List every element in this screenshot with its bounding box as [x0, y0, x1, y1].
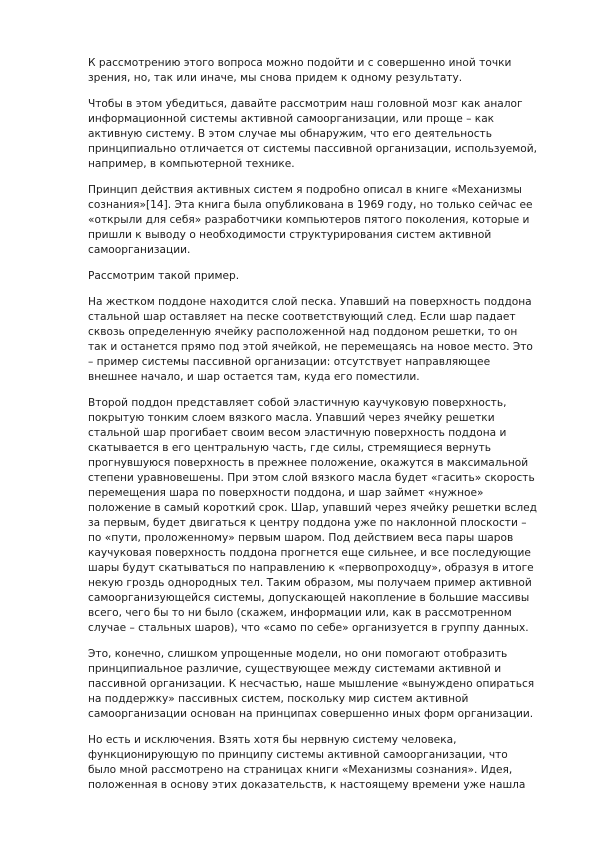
paragraph: Но есть и исключения. Взять хотя бы нервную систему человека, функционирующую по принципу системы активной самоорганизации, что было мной рассмотрено на страницах книги «Механизмы сознания». Идея, положенная в основу этих доказательств, к настоящему времени уже нашла — [88, 734, 526, 791]
paragraph: Чтобы в этом убедиться, давайте рассмотрим наш головной мозг как аналог информационной системы активной самоорганизации, или проще – как активную систему. В этом случае мы обнаружим, что его деятельность принципиально отличается от системы пассивной организации, используемой, например, в компьютерной технике. — [88, 98, 537, 170]
paragraph: К рассмотрению этого вопроса можно подойти и с совершенно иной точки зрения, но, так или иначе, мы снова придем к одному результату. — [88, 57, 512, 84]
paragraph: Рассмотрим такой пример. — [88, 270, 240, 282]
paragraph: Принцип действия активных систем я подробно описал в книге «Механизмы сознания»[14]. Эта книга была опубликована в 1969 году, но только сейчас ее «открыли для себя» разработчики компьютеров пятого поколения, которые и пришли к выводу о необходимости структурирования систем активной самоорганизации. — [88, 184, 533, 256]
paragraph: Второй поддон представляет собой эластичную каучуковую поверхность, покрытую тонким слоем вязкого масла. Упавший через ячейку решетки стальной шар прогибает своим весом эластичную поверхность поддона и скатывается в его центральную часть, где силы, стремящиеся вернуть прогнувшуюся поверхность в прежнее положение, окажутся в максимальной степени уравновешены. При этом слой вязкого масла будет «гасить» скорость перемещения шара по поверхности поддона, и шар займет «нужное» положение в самый короткий срок. Шар, упавший через ячейку решетки вслед за первым, будет двигаться к центру поддона уже по наклонной плоскости – по «пути, проложенному» первым шаром. Под действием веса пары шаров каучуковая поверхность поддона прогнется еще сильнее, и все последующие шары будут скатываться по направлению к «первопроходцу», образуя в итоге некую гроздь однородных тел. Таким образом, мы получаем пример активной самоорганизующейся системы, допускающей накопление в большие массивы всего, чего бы то ни было (скажем, информации или, как в рассмотренном случае – стальных шаров), что «само по себе» организуется в группу данных. — [88, 397, 537, 634]
paragraph: На жестком поддоне находится слой песка. Упавший на поверхность поддона стальной шар оставляет на песке соответствующий след. Если шар падает сквозь определенную ячейку расположенной над поддоном решетки, то он так и останется прямо под этой ячейкой, не перемещаясь на новое место. Это – пример системы пассивной организации: отсутствует направляющее внешнее начало, и шар остается там, куда его поместили. — [88, 296, 533, 383]
document-body — [88, 56, 548, 804]
paragraph: Это, конечно, слишком упрощенные модели, но они помогают отобразить принципиальное различие, существующее между системами активной и пассивной организации. К несчастью, наше мышление «вынуждено опираться на поддержку» пассивных систем, поскольку мир систем активной самоорганизации основан на принципах совершенно иных форм организации. — [88, 648, 535, 720]
